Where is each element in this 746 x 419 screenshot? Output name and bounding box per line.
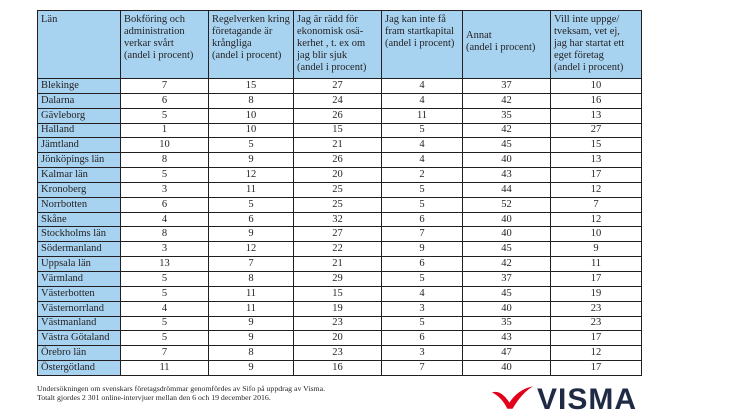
county-cell: Östergötland (38, 361, 121, 376)
bokforing-value: 5 (121, 168, 209, 183)
vill-inte-uppge-value: 17 (551, 271, 642, 286)
table-row (38, 153, 642, 168)
startkapital-value: 5 (382, 182, 463, 197)
header-line: (andel i procent) (554, 62, 624, 73)
regelverken-value: 12 (209, 168, 294, 183)
header-line: företagande är (212, 26, 273, 37)
annat-value: 42 (463, 93, 551, 108)
vill-inte-uppge-value: 13 (551, 153, 642, 168)
bokforing-value: 3 (121, 242, 209, 257)
regelverken-value: 10 (209, 108, 294, 123)
county-cell: Värmland (38, 271, 121, 286)
bokforing-value: 5 (121, 271, 209, 286)
startkapital-value: 5 (382, 197, 463, 212)
table-row (38, 301, 642, 316)
annat-value: 40 (463, 212, 551, 227)
table-row (38, 212, 642, 227)
osakerhet-value: 27 (294, 227, 382, 242)
header-line: (andel i procent) (466, 42, 536, 53)
annat-value: 42 (463, 123, 551, 138)
regelverken-value: 9 (209, 331, 294, 346)
table-row (38, 197, 642, 212)
header-line: kerhet , t. ex om (297, 38, 366, 49)
regelverken-value: 5 (209, 138, 294, 153)
startkapital-value: 2 (382, 168, 463, 183)
bokforing-value: 13 (121, 257, 209, 272)
vill-inte-uppge-value: 9 (551, 242, 642, 257)
startkapital-value: 7 (382, 227, 463, 242)
annat-value: 40 (463, 301, 551, 316)
county-cell: Jönköpings län (38, 153, 121, 168)
vill-inte-uppge-value: 17 (551, 361, 642, 376)
osakerhet-value: 26 (294, 108, 382, 123)
regelverken-value: 6 (209, 212, 294, 227)
county-cell: Stockholms län (38, 227, 121, 242)
header-line: Regelverken kring (212, 14, 290, 25)
bokforing-value: 5 (121, 316, 209, 331)
county-cell: Skåne (38, 212, 121, 227)
header-line: administration (124, 26, 185, 37)
bokforing-value: 5 (121, 331, 209, 346)
header-line: (andel i procent) (297, 62, 367, 73)
footnote-line: Undersökningen om svenskars företagsdrömmar genomfördes av Sifo på uppdrag av Visma. (37, 384, 326, 393)
annat-value: 47 (463, 346, 551, 361)
annat-value: 43 (463, 331, 551, 346)
bokforing-value: 8 (121, 153, 209, 168)
header-regelverken (209, 11, 294, 79)
regelverken-value: 9 (209, 153, 294, 168)
startkapital-value: 9 (382, 242, 463, 257)
vill-inte-uppge-value: 27 (551, 123, 642, 138)
county-cell: Västernorrland (38, 301, 121, 316)
osakerhet-value: 20 (294, 168, 382, 183)
header-line: Län (41, 14, 58, 25)
annat-value: 45 (463, 286, 551, 301)
osakerhet-value: 19 (294, 301, 382, 316)
visma-logo-text: VISMA (537, 382, 638, 416)
osakerhet-value: 25 (294, 197, 382, 212)
header-vill-inte-uppge (551, 11, 642, 79)
table-row (38, 346, 642, 361)
startkapital-value: 4 (382, 138, 463, 153)
county-cell: Uppsala län (38, 257, 121, 272)
header-line: jag har startat ett (554, 38, 625, 49)
header-line: (andel i procent) (124, 50, 194, 61)
osakerhet-value: 29 (294, 271, 382, 286)
startkapital-value: 7 (382, 361, 463, 376)
header-line: verkar svårt (124, 38, 174, 49)
regelverken-value: 7 (209, 257, 294, 272)
county-cell: Kalmar län (38, 168, 121, 183)
county-cell: Norrbotten (38, 197, 121, 212)
annat-value: 37 (463, 271, 551, 286)
vill-inte-uppge-value: 16 (551, 93, 642, 108)
header-startkapital (382, 11, 463, 79)
visma-swoosh-icon (491, 385, 534, 410)
header-line: ekonomisk osä- (297, 26, 364, 37)
table-row (38, 331, 642, 346)
osakerhet-value: 21 (294, 138, 382, 153)
regelverken-value: 9 (209, 361, 294, 376)
bokforing-value: 11 (121, 361, 209, 376)
startkapital-value: 4 (382, 286, 463, 301)
table-row (38, 79, 642, 94)
osakerhet-value: 27 (294, 79, 382, 94)
vill-inte-uppge-value: 23 (551, 301, 642, 316)
annat-value: 42 (463, 257, 551, 272)
startkapital-value: 4 (382, 79, 463, 94)
osakerhet-value: 21 (294, 257, 382, 272)
annat-value: 52 (463, 197, 551, 212)
bokforing-value: 5 (121, 286, 209, 301)
table-row (38, 182, 642, 197)
regelverken-value: 8 (209, 93, 294, 108)
osakerhet-value: 20 (294, 331, 382, 346)
header-line: krångliga (212, 38, 252, 49)
county-cell: Gävleborg (38, 108, 121, 123)
header-lan (38, 11, 121, 79)
county-cell: Dalarna (38, 93, 121, 108)
vill-inte-uppge-value: 19 (551, 286, 642, 301)
table-row (38, 93, 642, 108)
annat-value: 45 (463, 242, 551, 257)
bokforing-value: 8 (121, 227, 209, 242)
vill-inte-uppge-value: 12 (551, 212, 642, 227)
vill-inte-uppge-value: 7 (551, 197, 642, 212)
osakerhet-value: 22 (294, 242, 382, 257)
swoosh-shape (492, 386, 533, 409)
table-row (38, 257, 642, 272)
county-cell: Södermanland (38, 242, 121, 257)
regelverken-value: 12 (209, 242, 294, 257)
annat-value: 40 (463, 153, 551, 168)
bokforing-value: 6 (121, 93, 209, 108)
county-cell: Västerbotten (38, 286, 121, 301)
annat-value: 40 (463, 227, 551, 242)
startkapital-value: 5 (382, 271, 463, 286)
header-line: tveksam, vet ej, (554, 26, 620, 37)
regelverken-value: 15 (209, 79, 294, 94)
osakerhet-value: 16 (294, 361, 382, 376)
county-cell: Jämtland (38, 138, 121, 153)
header-line: Bokföring och (124, 14, 185, 25)
osakerhet-value: 32 (294, 212, 382, 227)
regelverken-value: 9 (209, 316, 294, 331)
annat-value: 45 (463, 138, 551, 153)
header-annat (463, 11, 551, 79)
table-row (38, 227, 642, 242)
table-row (38, 361, 642, 376)
table-row (38, 286, 642, 301)
osakerhet-value: 26 (294, 153, 382, 168)
header-ekonomisk-osakerhet (294, 11, 382, 79)
vill-inte-uppge-value: 17 (551, 168, 642, 183)
table-row (38, 108, 642, 123)
county-cell: Halland (38, 123, 121, 138)
source-footnote (37, 384, 325, 402)
regelverken-value: 11 (209, 301, 294, 316)
header-bokforing (121, 11, 209, 79)
osakerhet-value: 25 (294, 182, 382, 197)
vill-inte-uppge-value: 11 (551, 257, 642, 272)
startkapital-value: 5 (382, 316, 463, 331)
bokforing-value: 4 (121, 212, 209, 227)
header-line: Vill inte uppge/ (554, 14, 620, 25)
vill-inte-uppge-value: 13 (551, 108, 642, 123)
vill-inte-uppge-value: 10 (551, 227, 642, 242)
table-row (38, 271, 642, 286)
osakerhet-value: 15 (294, 123, 382, 138)
startkapital-value: 6 (382, 212, 463, 227)
startkapital-value: 5 (382, 123, 463, 138)
county-cell: Blekinge (38, 79, 121, 94)
vill-inte-uppge-value: 12 (551, 182, 642, 197)
header-row (38, 11, 642, 79)
county-cell: Örebro län (38, 346, 121, 361)
county-cell: Västmanland (38, 316, 121, 331)
vill-inte-uppge-value: 17 (551, 331, 642, 346)
header-line: Jag är rädd för (297, 14, 358, 25)
vill-inte-uppge-value: 12 (551, 346, 642, 361)
regelverken-value: 5 (209, 197, 294, 212)
vill-inte-uppge-value: 23 (551, 316, 642, 331)
startkapital-value: 11 (382, 108, 463, 123)
startkapital-value: 4 (382, 153, 463, 168)
regelverken-value: 11 (209, 182, 294, 197)
bokforing-value: 10 (121, 138, 209, 153)
regelverken-value: 8 (209, 271, 294, 286)
county-cell: Kronoberg (38, 182, 121, 197)
bokforing-value: 3 (121, 182, 209, 197)
startkapital-value: 6 (382, 257, 463, 272)
annat-value: 35 (463, 316, 551, 331)
survey-table (37, 10, 642, 376)
header-line: (andel i procent) (385, 38, 455, 49)
startkapital-value: 3 (382, 301, 463, 316)
table-row (38, 168, 642, 183)
annat-value: 35 (463, 108, 551, 123)
vill-inte-uppge-value: 15 (551, 138, 642, 153)
regelverken-value: 11 (209, 286, 294, 301)
bokforing-value: 6 (121, 197, 209, 212)
bokforing-value: 7 (121, 346, 209, 361)
table-row (38, 316, 642, 331)
annat-value: 37 (463, 79, 551, 94)
annat-value: 40 (463, 361, 551, 376)
startkapital-value: 6 (382, 331, 463, 346)
vill-inte-uppge-value: 10 (551, 79, 642, 94)
annat-value: 44 (463, 182, 551, 197)
startkapital-value: 4 (382, 93, 463, 108)
header-line: jag blir sjuk (297, 50, 348, 61)
regelverken-value: 9 (209, 227, 294, 242)
table-row (38, 242, 642, 257)
survey-table-container (37, 10, 641, 376)
header-line: fram startkapital (385, 26, 455, 37)
osakerhet-value: 23 (294, 346, 382, 361)
table-row (38, 123, 642, 138)
bokforing-value: 1 (121, 123, 209, 138)
county-cell: Västra Götaland (38, 331, 121, 346)
regelverken-value: 10 (209, 123, 294, 138)
header-line: eget företag (554, 50, 604, 61)
regelverken-value: 8 (209, 346, 294, 361)
osakerhet-value: 15 (294, 286, 382, 301)
bokforing-value: 7 (121, 79, 209, 94)
bokforing-value: 4 (121, 301, 209, 316)
annat-value: 43 (463, 168, 551, 183)
header-line: Jag kan inte få (385, 14, 446, 25)
startkapital-value: 3 (382, 346, 463, 361)
footnote-line: Totalt gjordes 2 301 online-intervjuer mellan den 6 och 19 december 2016. (37, 393, 271, 402)
osakerhet-value: 23 (294, 316, 382, 331)
osakerhet-value: 24 (294, 93, 382, 108)
header-line: (andel i procent) (212, 50, 282, 61)
header-line: Annat (466, 30, 492, 41)
bokforing-value: 5 (121, 108, 209, 123)
table-row (38, 138, 642, 153)
